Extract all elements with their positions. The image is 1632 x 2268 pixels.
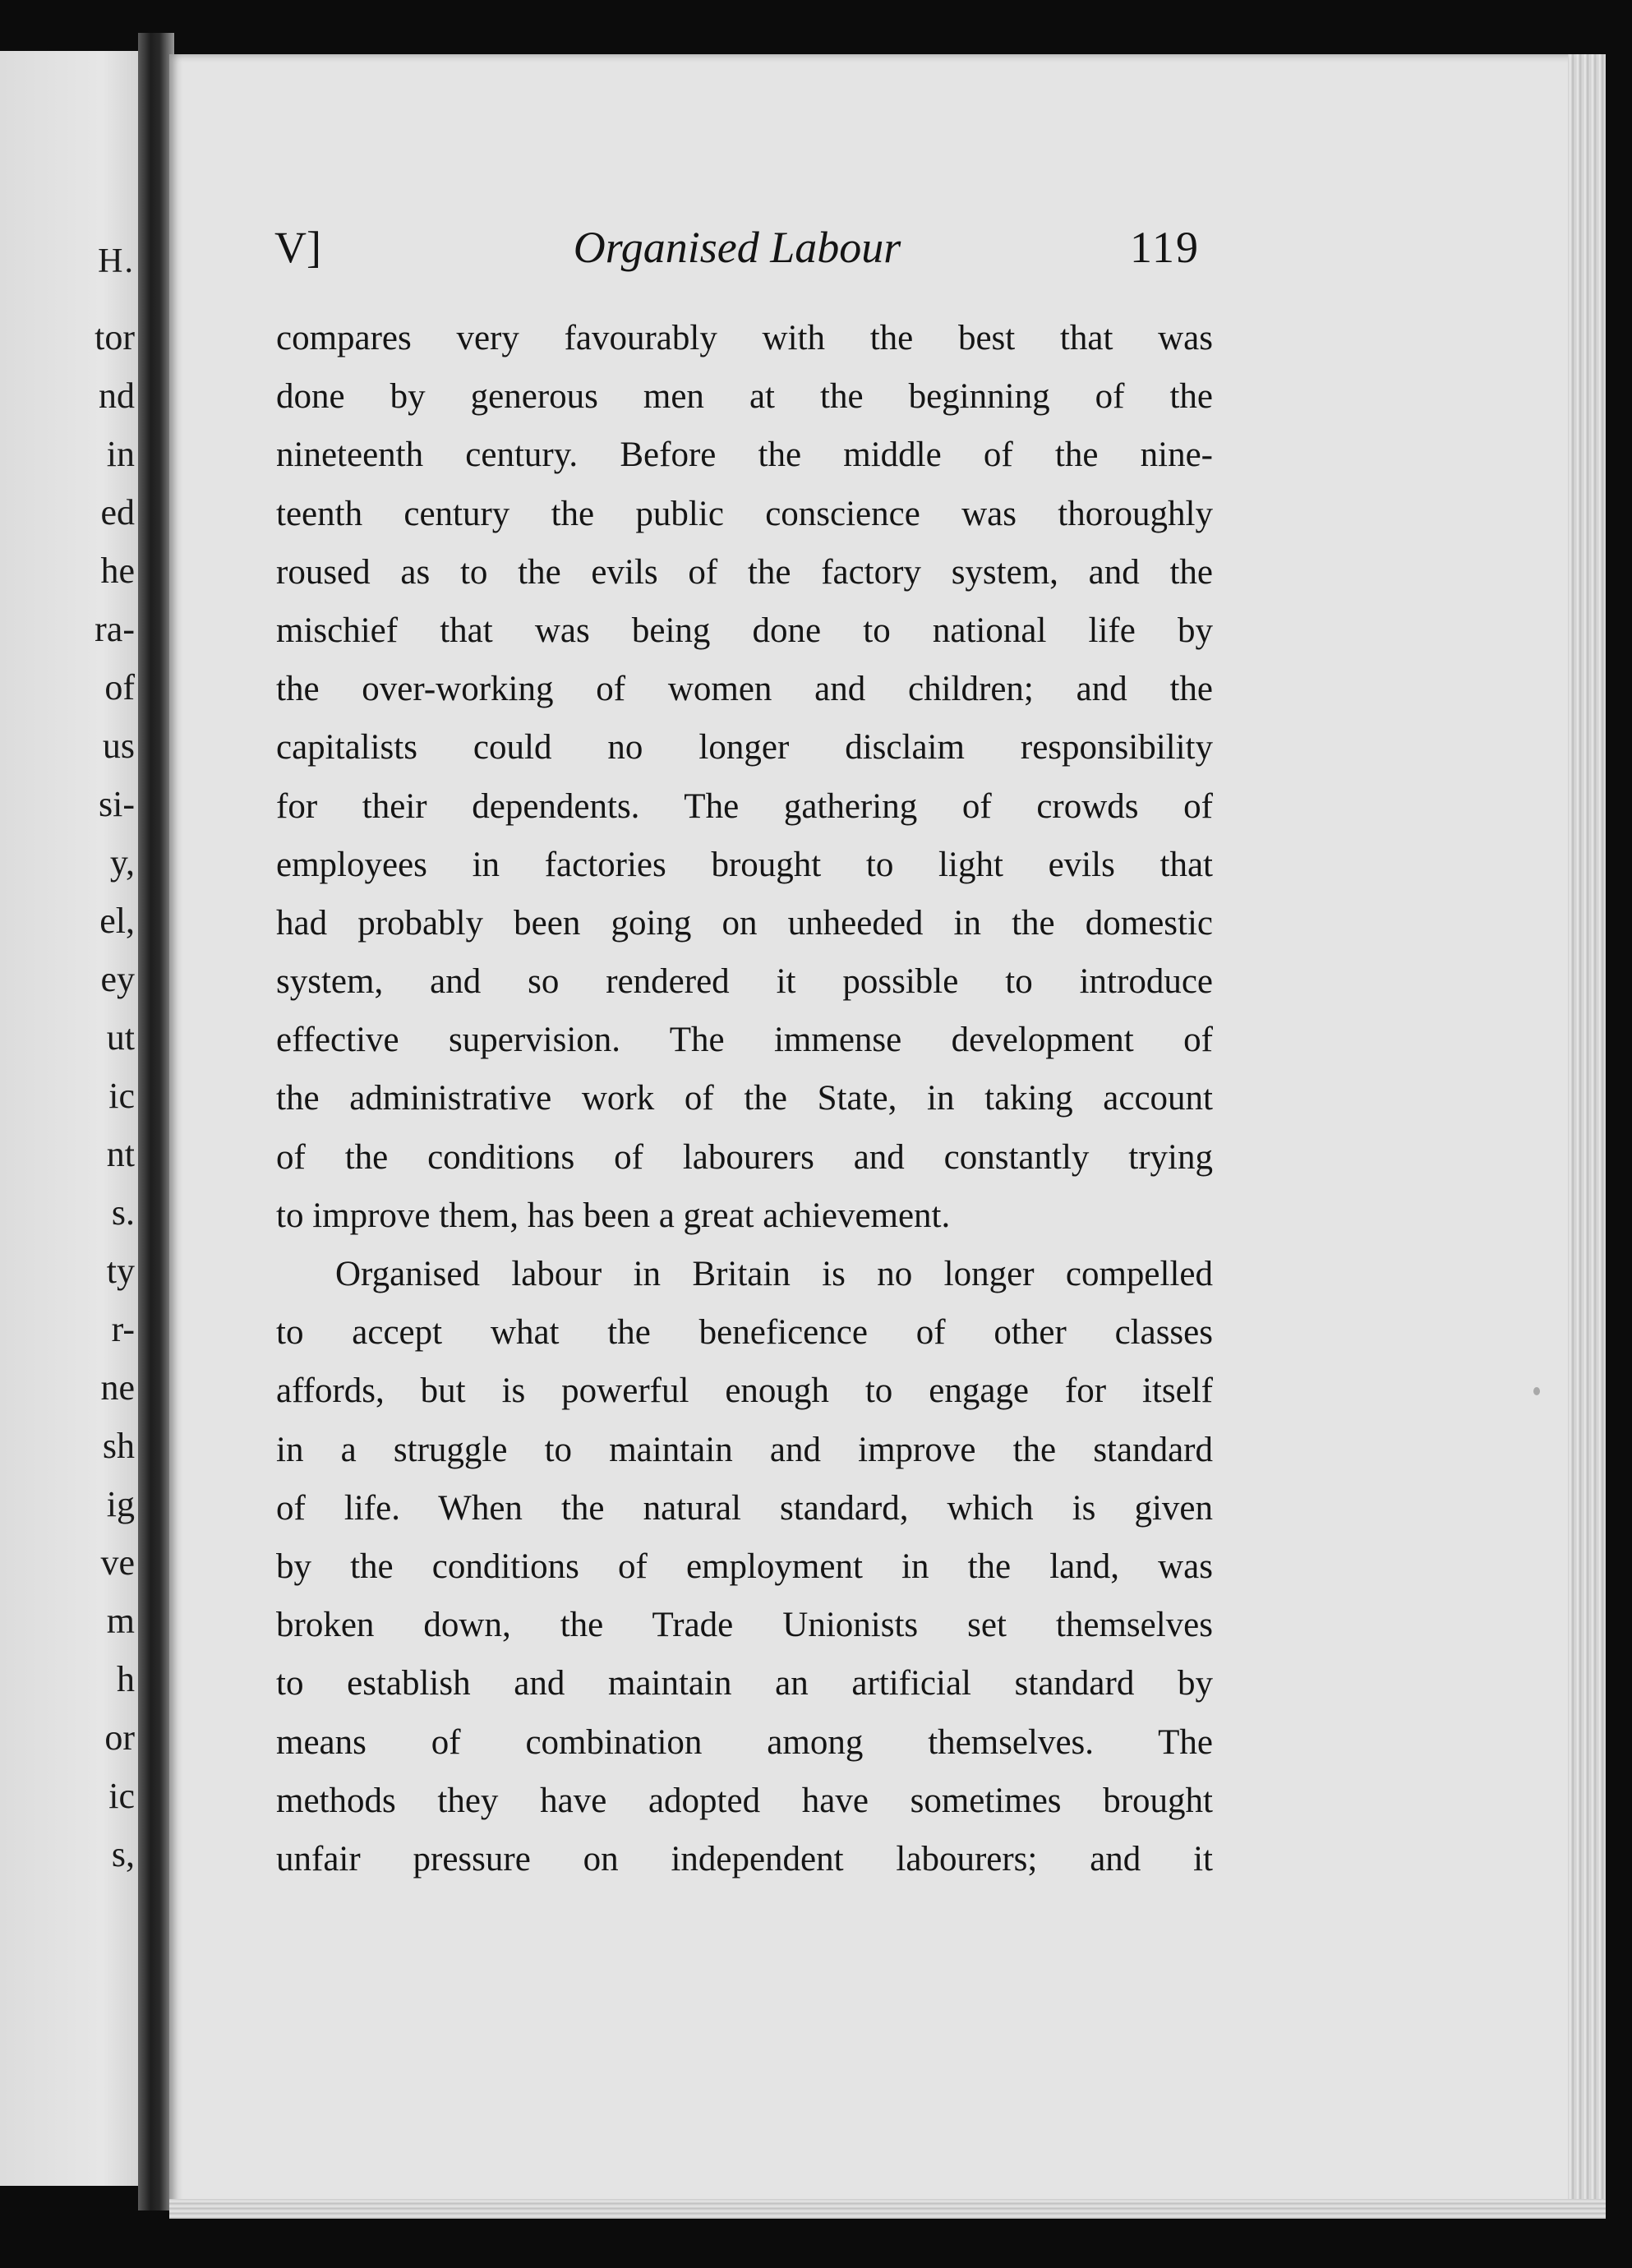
previous-page-line-fragment: nt [106, 1134, 135, 1174]
page-stack-edge [1568, 54, 1606, 2212]
text-line: compares very favourably with the best that was [276, 319, 1213, 357]
text-line: broken down, the Trade Unionists set themselves [276, 1606, 1213, 1645]
text-line: mischief that was being done to national life by [276, 611, 1213, 650]
text-line: system, and so rendered it possible to introduce [276, 962, 1213, 1002]
previous-page-line-fragment: y, [109, 842, 135, 883]
text-line: unfair pressure on independent labourers; and it [276, 1839, 1213, 1878]
text-line: for their dependents. The gathering of crowds of [276, 786, 1213, 826]
previous-page-line-fragment: m [106, 1601, 135, 1641]
text-line: had probably been going on unheeded in the domestic [276, 903, 1213, 943]
text-line: means of combination among themselves. The [276, 1722, 1213, 1762]
page-bottom-edge [169, 2199, 1606, 2219]
text-line: the over-working of women and children; and the [276, 670, 1213, 709]
previous-page-line-fragment: ic [108, 1076, 135, 1116]
previous-page-line-fragment: ty [106, 1251, 135, 1291]
text-line: capitalists could no longer disclaim responsibility [276, 728, 1213, 768]
running-title: Organised Labour [573, 223, 901, 272]
previous-page-line-fragment: ed [100, 492, 135, 532]
paragraph-1 [276, 309, 1213, 1245]
text-line: the administrative work of the State, in taking account [276, 1079, 1213, 1118]
page-body-text [276, 309, 1213, 1888]
previous-page-line-fragment: ut [106, 1017, 135, 1058]
text-line: methods they have adopted have sometimes brought [276, 1781, 1213, 1820]
previous-page-sliver [0, 51, 146, 2186]
text-line: roused as to the evils of the factory system, and the [276, 552, 1213, 592]
previous-page-line-fragment: tor [95, 317, 135, 357]
text-line: affords, but is powerful enough to engage for itself [276, 1371, 1213, 1411]
text-line: effective supervision. The immense development of [276, 1021, 1213, 1060]
previous-page-line-fragment: ey [100, 959, 135, 999]
previous-page-line-fragment: ne [100, 1367, 135, 1408]
scan-speck [1533, 1387, 1540, 1395]
previous-page-line-fragment: nd [99, 376, 135, 416]
text-line: employees in factories brought to light evils that [276, 845, 1213, 884]
text-line: in a struggle to maintain and improve the standard [276, 1430, 1213, 1469]
previous-page-line-fragment: s. [111, 1192, 135, 1233]
previous-page-line-fragment: ig [106, 1484, 135, 1524]
previous-page-line-fragment: el, [99, 901, 135, 941]
text-line: to establish and maintain an artificial standard by [276, 1664, 1213, 1703]
text-line: to improve them, has been a great achievement. [276, 1196, 951, 1235]
previous-page-header-fragment: H. [98, 242, 135, 280]
text-line: done by generous men at the beginning of the [276, 377, 1213, 417]
text-line: to accept what the beneficence of other classes [276, 1313, 1213, 1353]
chapter-marker: V] [274, 223, 321, 272]
previous-page-line-fragment: ra- [95, 609, 135, 649]
text-line: by the conditions of employment in the land, was [276, 1547, 1213, 1586]
text-line: nineteenth century. Before the middle of the nine- [276, 436, 1213, 475]
text-line: Organised labour in Britain is no longer compelled [335, 1255, 1213, 1293]
previous-page-line-fragment: in [106, 434, 135, 474]
previous-page-line-fragment: r- [111, 1309, 135, 1349]
page-number: 119 [1130, 223, 1200, 272]
previous-page-line-fragment: us [102, 726, 135, 766]
paragraph-2 [276, 1245, 1213, 1888]
previous-page-line-fragment: s, [111, 1834, 135, 1874]
previous-page-line-fragment: si- [99, 784, 135, 824]
text-line: of the conditions of labourers and constantly trying [276, 1137, 1213, 1177]
text-line: teenth century the public conscience was thoroughly [276, 494, 1213, 533]
text-line: of life. When the natural standard, which is given [276, 1488, 1213, 1528]
previous-page-line-fragment: ve [100, 1542, 135, 1583]
previous-page-line-fragment: ic [108, 1776, 135, 1816]
previous-page-line-fragment: of [104, 667, 135, 708]
previous-page-line-fragment: sh [102, 1426, 135, 1466]
previous-page-line-fragment: h [117, 1659, 135, 1699]
previous-page-line-fragment: or [104, 1717, 135, 1758]
previous-page-line-fragment: he [100, 551, 135, 591]
running-header [274, 222, 1200, 279]
